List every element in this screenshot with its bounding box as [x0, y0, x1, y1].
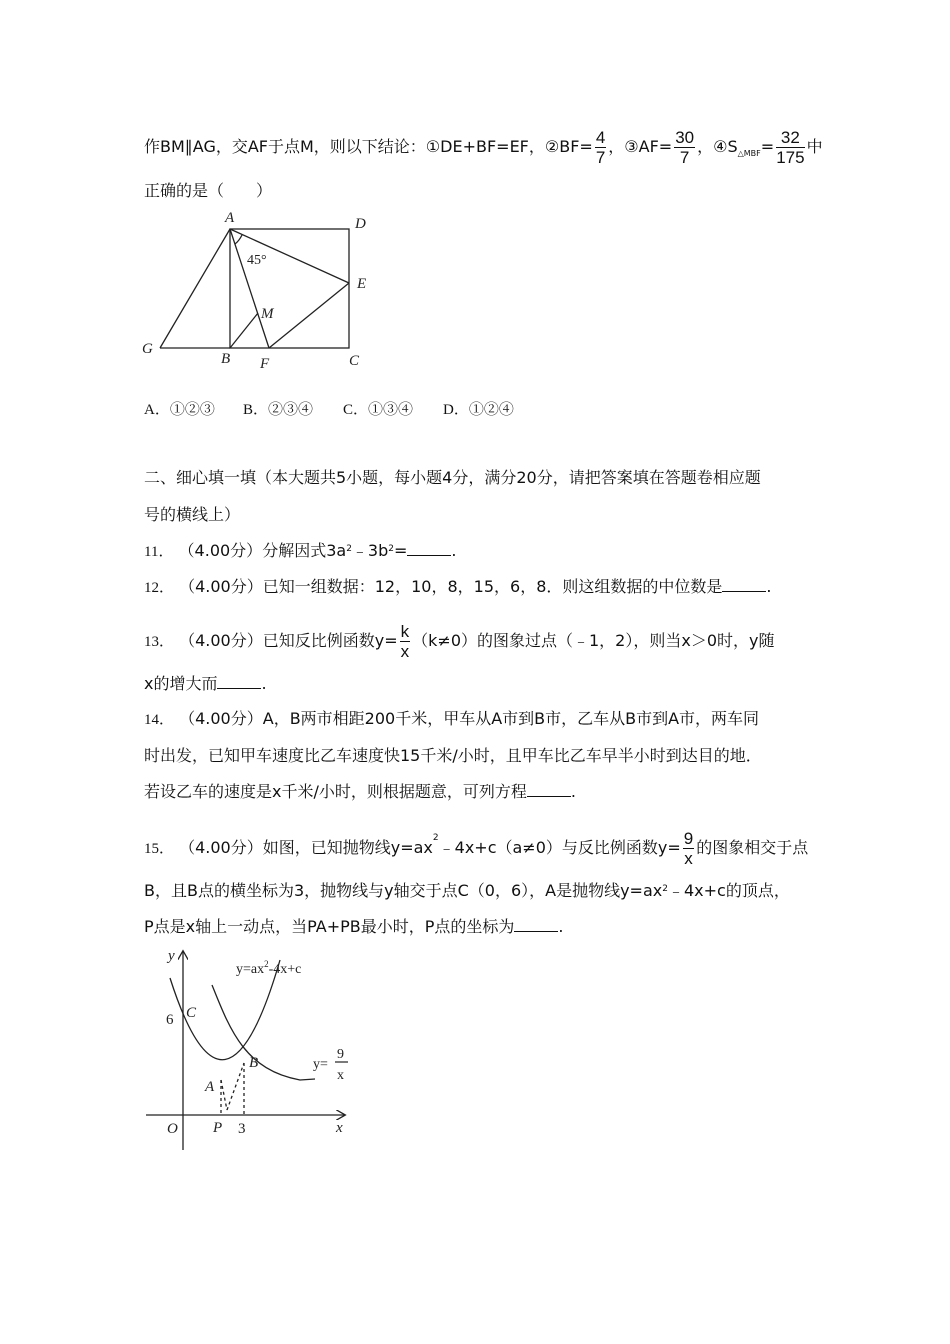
q15 [144, 829, 808, 868]
hyperbola-curve [212, 985, 315, 1080]
choice-b: B．②③④ [243, 402, 314, 418]
q15-number: 15． [144, 841, 175, 857]
s-subscript: △MBF [737, 149, 761, 159]
q13-line2 [144, 673, 267, 695]
choice-d: D．①②④ [443, 402, 514, 418]
q11 [144, 540, 457, 563]
q12 [144, 576, 771, 599]
q14-line2: 时出发，已知甲车速度比乙车速度快15千米/小时，且甲车比乙车早半小时到达目的地． [144, 746, 762, 765]
q14-line3-text: 若设乙车的速度是x千米/小时，则根据题意，可列方程 [144, 782, 527, 801]
q11-end: = [394, 541, 408, 560]
q15-line2b: ﹣4x+c的顶点， [667, 881, 790, 900]
label-d: D [355, 216, 366, 232]
q13-numerator: k [400, 622, 410, 641]
q13-score: （4.00分） [179, 631, 263, 650]
parabola-label-lead: y=ax [236, 962, 265, 977]
af-denominator: 7 [679, 148, 690, 167]
q14-period: . [570, 782, 576, 801]
q10-question-line: 正确的是（ ） [144, 181, 273, 200]
q11-period: . [451, 541, 457, 560]
q13-line2-text: x的增大而 [144, 674, 218, 693]
segment-af [230, 229, 269, 348]
q11-sup2: 2 [388, 544, 394, 554]
q14-score: （4.00分） [179, 709, 263, 728]
af-numerator: 30 [675, 128, 695, 147]
q15-denominator: x [684, 849, 693, 868]
parabola-label-sup: 2 [264, 959, 269, 969]
square-abcd [230, 229, 349, 348]
q13-text2: （k≠0）的图象过点（﹣1，2），则当x＞0时，y随 [412, 631, 775, 650]
pb-segment [227, 1063, 244, 1110]
q10-geometry-figure [135, 205, 380, 375]
q15-graph-figure [140, 940, 360, 1155]
q13 [144, 622, 774, 661]
q15-line2 [144, 880, 790, 902]
label-f: F [260, 356, 270, 372]
q13-period: . [261, 674, 267, 693]
af-lead-text: ，③AF= [608, 137, 673, 156]
section2-title: 二、细心填一填（本大题共5小题，每小题4分，满分20分，请把答案填在答题卷相应题 [144, 468, 761, 487]
q11-answer-blank[interactable] [407, 541, 451, 556]
point-c-label: C [186, 1005, 197, 1021]
q14-answer-blank[interactable] [527, 782, 571, 797]
q14-number: 14． [144, 712, 175, 728]
segment-bm [230, 313, 258, 348]
q13-fraction [400, 622, 411, 661]
q11-number: 11． [144, 544, 174, 560]
q15-sup: 2 [432, 833, 439, 843]
q15-line1b: ﹣4x+c（a≠0）与反比例函数y= [438, 838, 681, 857]
q13-text: 已知反比例函数y= [262, 631, 398, 650]
label-c: C [349, 353, 360, 369]
label-m: M [261, 306, 274, 322]
x-axis-label: x [336, 1120, 343, 1136]
y-axis-label: y [168, 948, 175, 964]
hyperbola-label-den: x [337, 1068, 344, 1083]
label-e: E [357, 276, 367, 292]
q13-answer-blank[interactable] [217, 674, 261, 689]
q15-answer-blank[interactable] [514, 917, 558, 932]
q15-line1a: 如图，已知抛物线y=ax [262, 838, 433, 857]
q15-score: （4.00分） [179, 838, 263, 857]
label-b: B [221, 351, 231, 367]
pa-segment [221, 1080, 227, 1110]
q11-score: （4.00分） [178, 541, 263, 560]
hyperbola-label-lead: y= [313, 1057, 328, 1072]
section2-title-cont: 号的横线上） [144, 505, 241, 524]
q12-text: 已知一组数据：12，10，8，15，6，8．则这组数据的中位数是 [262, 577, 723, 596]
angle-arc [235, 235, 242, 244]
q12-number: 12． [144, 580, 175, 596]
q14 [144, 708, 759, 731]
q11-mid: ﹣3b [351, 541, 389, 560]
s-fraction [776, 128, 804, 167]
q15-period: . [558, 917, 564, 936]
bf-fraction [595, 128, 606, 167]
q15-line1c: 的图象相交于点 [696, 838, 809, 857]
q10-statement [144, 128, 823, 167]
segment-fe [269, 283, 349, 348]
s-numerator: 32 [776, 128, 804, 148]
q15-numerator: 9 [683, 829, 694, 848]
label-g: G [142, 341, 153, 357]
bf-denominator: 7 [595, 148, 606, 167]
s-equals: = [760, 137, 775, 156]
point-b-label: B [249, 1055, 259, 1071]
hyperbola-label-num: 9 [337, 1047, 344, 1062]
q10-lead-text: 作BM∥AG，交AF于点M，则以下结论：①DE+BF=EF，②BF= [144, 137, 593, 156]
q15-line3-text: P点是x轴上一动点，当PA+PB最小时，P点的坐标为 [144, 917, 515, 936]
q12-answer-blank[interactable] [722, 577, 766, 592]
s-lead-text: ，④S [697, 137, 738, 156]
q13-denominator: x [400, 642, 410, 661]
label-a: A [225, 210, 235, 226]
af-fraction [674, 128, 695, 167]
q11-text: 分解因式3a [262, 541, 347, 560]
s-denominator: 175 [776, 148, 805, 167]
choice-c: C．①③④ [343, 402, 414, 418]
q14-line1: A，B两市相距200千米，甲车从A市到B市，乙车从B市到A市，两车同 [262, 709, 760, 728]
tick-6-label: 6 [166, 1012, 174, 1028]
point-a-label: A [205, 1079, 215, 1095]
q15-line3 [144, 916, 563, 938]
q10-tail: 中 [806, 137, 823, 156]
choice-a: A．①②③ [144, 402, 215, 418]
parabola-label-rest: -4x+c [268, 962, 302, 977]
q14-line3 [144, 781, 576, 803]
q11-sup1: 2 [346, 544, 352, 554]
q13-number: 13． [144, 634, 175, 650]
q15-fraction [683, 829, 694, 868]
q12-period: . [766, 577, 772, 596]
bf-numerator: 4 [595, 128, 606, 147]
origin-label: O [167, 1121, 178, 1137]
parabola-equation-label [236, 959, 301, 977]
angle-45-label: 45° [247, 253, 267, 268]
q12-score: （4.00分） [179, 577, 263, 596]
q15-line2a: B，且B点的横坐标为3，抛物线与y轴交于点C（0，6），A是抛物线y=ax [144, 881, 663, 900]
point-p-label: P [213, 1120, 223, 1136]
q15-line2-sup: 2 [662, 884, 668, 894]
segment-ga [160, 229, 230, 348]
tick-3-label: 3 [238, 1121, 246, 1137]
